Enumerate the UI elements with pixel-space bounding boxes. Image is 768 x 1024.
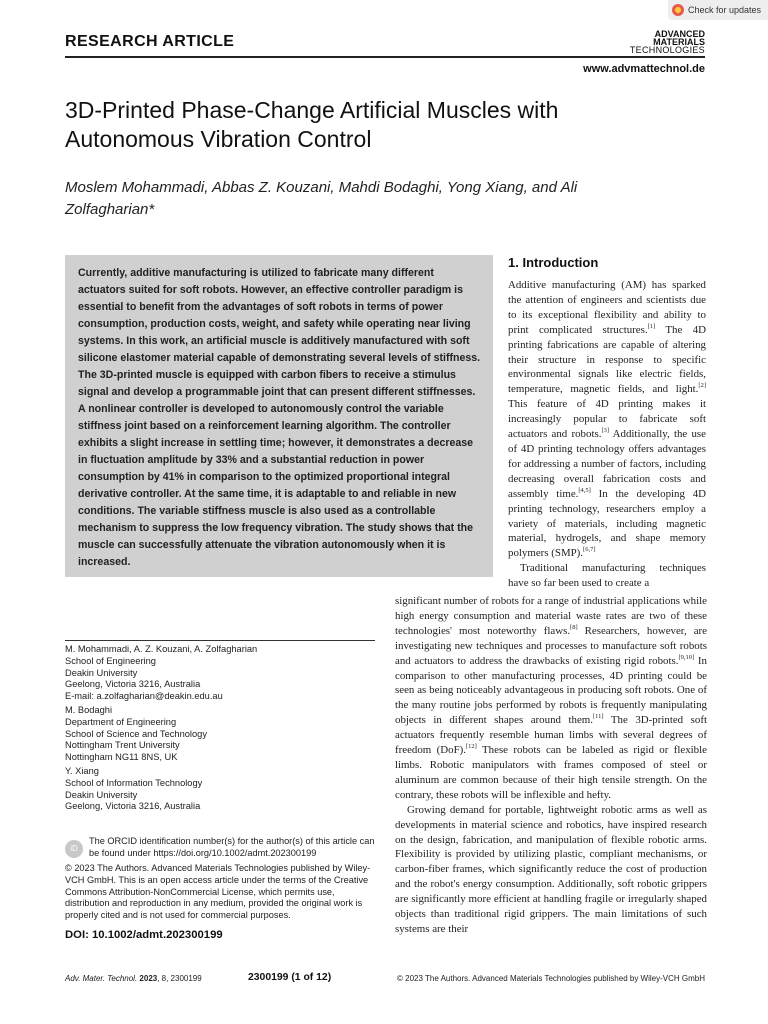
email-link[interactable]: E-mail: a.zolfagharian@deakin.edu.au [65, 691, 223, 702]
journal-logo-line2: MATERIALS [653, 37, 705, 47]
introduction-heading: 1. Introduction [508, 255, 599, 270]
section-label: RESEARCH ARTICLE [65, 33, 235, 50]
journal-logo-line1: ADVANCED [654, 29, 705, 39]
affiliation-line: Deakin University [65, 667, 138, 678]
affiliation-line: School of Information Technology [65, 777, 203, 788]
affiliation-divider [65, 640, 375, 641]
intro-paragraph-2-start: Traditional manufacturing techniques have so far been used to create a [508, 562, 706, 590]
journal-url-link[interactable]: www.advmattechnol.de [583, 63, 705, 75]
header-divider [65, 56, 705, 58]
reference-citation[interactable]: [3] [601, 427, 610, 435]
article-title: 3D-Printed Phase-Change Artificial Muscles with Autonomous Vibration Control [65, 97, 559, 152]
footer-year: 2023 [139, 974, 158, 983]
footer-copyright: © 2023 The Authors. Advanced Materials Technologies published by Wiley-VCH GmbH [397, 974, 705, 983]
crossmark-icon [672, 4, 684, 16]
affiliation-line: M. Bodaghi [65, 704, 113, 715]
intro-paragraph-1: Additive manufacturing (AM) has sparked the attention of engineers and scientists due to its exceptional flexibility and ability to print complicated structures.[1] The 4D printing fabrications are capable of altering their structure in response to specific environmental signals like electric fields, temperature, magnetic fields, and light.[2] This feature of 4D printing makes it increasingly popular to fabricate soft actuators and robots.[3] Additionally, the use of 4D printing technology offers advantages for addressing a number of factors, including decreasing overall fabrication costs and assembly time.[4,5] In the developing 4D printing technology, researchers employ a variety of materials, including magnetic material, hydrogels, and shape memory polymers (SMP).[6,7] [508, 279, 707, 560]
abstract-box: Currently, additive manufacturing is utilized to fabricate many different actuators suited for soft robots. However, an effective controller paradigm is essential to benefit from the advantages of soft robots in terms of power consumption, production costs, weight, and safety while operating near living systems. In this work, an artificial muscle is additively manufactured with soft silicone elastomer material capable of demonstrating several levels of stiffness. The 3D-printed muscle is equipped with carbon fibers to receive a stimulus signal and develop a programmable joint that can present different stiffnesses. A nonlinear controller is developed to autonomously control the variable stiffness joint based on a reinforcement learning algorithm. The controller exhibits a slight increase in settling time; however, it demonstrates a decrease in fluctuation amplitude by 33% and a substantial reduction in power consumption by 41% in comparison to the optimized proportional integral derivative controller. At the same time, it is adaptable to and reliable in new conditions. The variable stiffness muscle is also used as a controllable mechanism to suppress the low frequency vibration. The study shows that the muscle can successfully attenuate the vibration autonomously when it is increased. [65, 255, 493, 577]
affiliation-line: School of Science and Technology [65, 728, 207, 739]
introduction-column-right [508, 278, 706, 591]
affiliation-line: Geelong, Victoria 3216, Australia [65, 801, 201, 812]
reference-citation[interactable]: [9,10] [678, 653, 695, 661]
affiliation-line: School of Engineering [65, 655, 156, 666]
affiliations [65, 644, 375, 815]
reference-citation[interactable]: [1] [647, 322, 656, 330]
footer-volume: , 8, 2300199 [157, 974, 202, 983]
check-for-updates-button[interactable] [668, 0, 768, 20]
affiliation-line: Deakin University [65, 789, 138, 800]
reference-citation[interactable]: [8] [570, 623, 578, 631]
footer-page-number: 2300199 (1 of 12) [248, 972, 332, 983]
introduction-column-bottom [395, 594, 707, 937]
check-for-updates-label: Check for updates [688, 5, 762, 15]
affiliation-line: M. Mohammadi, A. Z. Kouzani, A. Zolfagharian [65, 644, 258, 654]
affiliation-line: Geelong, Victoria 3216, Australia [65, 679, 201, 690]
journal-logo [630, 30, 705, 54]
intro-paragraph-3: Growing demand for portable, lightweight robotic arms as well as developments in material science and robotics, have inspired research on the design, fabrication, and manipulation of flexible robotic arms. Flexibility is provided by utilizing plastic, compliant mechanisms, or carbon-fiber frames, which significantly reduce the cost of production and the robot's energy consumption. Additionally, soft robotic grippers are significantly more efficient at handling fragile or irregularly shaped objects than traditional rigid grippers. The main limitations of such systems are their [395, 803, 707, 935]
reference-citation[interactable]: [6,7] [583, 546, 596, 554]
affiliation-block [65, 644, 375, 703]
orcid-text[interactable]: The ORCID identification number(s) for the author(s) of this article can be found under https://doi.org/10.1002/admt.202300199 [89, 836, 375, 858]
affiliation-block [65, 766, 375, 813]
reference-citation[interactable]: [2] [698, 382, 706, 390]
affiliation-line: Department of Engineering [65, 716, 177, 727]
reference-citation[interactable]: [12] [466, 743, 477, 751]
orcid-note [65, 836, 380, 860]
reference-citation[interactable]: [11] [592, 713, 604, 721]
affiliation-block [65, 705, 375, 764]
license-text: © 2023 The Authors. Advanced Materials Technologies published by Wiley-VCH GmbH. This is an open access article under the terms of the Creative Commons Attribution-NonCommercial License, which permits use, distribution and reproduction in any medium, provided the original work is properly cited and is not used for commercial purposes. [65, 863, 371, 921]
doi-link[interactable]: DOI: 10.1002/admt.202300199 [65, 929, 223, 941]
journal-logo-line3: TECHNOLOGIES [629, 45, 705, 55]
footer-journal-abbrev: Adv. Mater. Technol. [65, 974, 138, 983]
orcid-icon: iD [65, 840, 83, 858]
affiliation-line: Y. Xiang [65, 765, 99, 776]
author-list: Moslem Mohammadi, Abbas Z. Kouzani, Mahdi Bodaghi, Yong Xiang, and Ali Zolfagharian* [65, 179, 578, 218]
intro-paragraph-2-continued: significant number of robots for a range of industrial applications while high energy consumption and material waste rates are two of these technologies' most noteworthy flaws.[8] Researchers, however, are investigating new techniques and processes to manufacture soft robots and actuators to address the drawbacks of existing rigid robots.[9,10] In comparison to other manufacturing processes, 4D printing could be seen as being noticeably advantageous in producing soft robots. One of the many routine jobs performed by robots is frequently manipulating objects in different shapes around them.[11] The 3D-printed soft actuators frequently resemble human limbs with several degrees of freedom (DoF).[12] These robots can be labeled as rigid or flexible limbs. Robotic manipulators with frames composed of steel or aluminum are common because of their high tensile strength. On the contrary, these robots will be inflexible and hefty. [395, 595, 707, 801]
affiliation-line: Nottingham Trent University [65, 740, 180, 751]
footer-citation [65, 974, 202, 983]
affiliation-line: Nottingham NG11 8NS, UK [65, 752, 178, 763]
reference-citation[interactable]: [4,5] [578, 486, 591, 494]
